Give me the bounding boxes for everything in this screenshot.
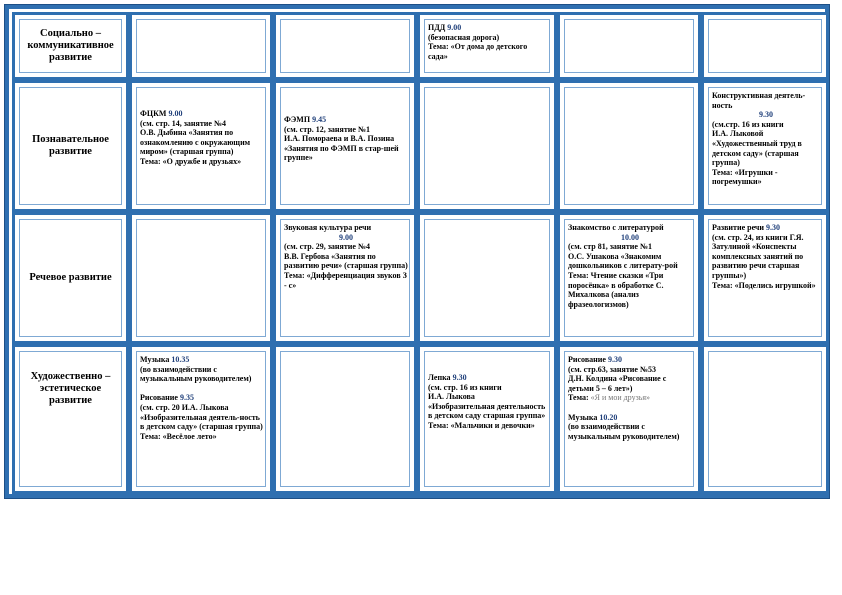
cell-art-4 (557, 344, 701, 494)
activity-time: 9.45 (312, 115, 327, 124)
schedule-table (4, 4, 830, 499)
cell-cognitive-3 (417, 80, 557, 212)
cell-social-5 (701, 12, 829, 80)
cell-social-4 (557, 12, 701, 80)
activity-details: (безопасная дорога) Тема: «От дома до детского сада» (428, 32, 528, 61)
cell-cognitive-4 (557, 80, 701, 212)
activity-name: Звуковая культура речи (284, 223, 372, 232)
activity-name: ФЭМП (284, 115, 311, 124)
row-header-speech: Речевое развитие (12, 212, 129, 344)
cell-cognitive-1 (129, 80, 273, 212)
activity-name: Рисование (140, 393, 178, 403)
activity-time: 9.30 (766, 223, 781, 232)
activity-time: 9.35 (179, 393, 194, 403)
cell-cognitive-5 (701, 80, 829, 212)
topic-value: «Я и мои друзья» (590, 393, 651, 403)
cell-social-3 (417, 12, 557, 80)
activity-time: 9.00 (447, 23, 462, 32)
cell-art-5 (701, 344, 829, 494)
activity-name: Музыка (140, 355, 170, 364)
cell-social-1 (129, 12, 273, 80)
activity-time: 10.35 (171, 355, 190, 364)
activity-time: 9.30 (452, 373, 467, 382)
cell-speech-1 (129, 212, 273, 344)
activity-name: ПДД (428, 23, 446, 32)
activity-time: 9.00 (168, 109, 183, 118)
cell-art-2 (273, 344, 417, 494)
activity-details: (см. стр. 20 И.А. Лыкова «Изобразительная деятель-ность в детском саду» (старшая группа) Тема: «Весёлое лето» (140, 402, 263, 441)
activity-details: (см. стр. 24, из книги Г.Я. Затулиной «Конспекты комплексных занятий по развитию речи старшая группы») Тема: «Поделись игрушкой» (712, 232, 816, 290)
cell-art-1 (129, 344, 273, 494)
table-body (9, 9, 825, 494)
activity-time: 9.30 (607, 355, 622, 364)
activity-details: (см. стр. 16 из книги И.А. Лыкова «Изобразительная деятельность в детском саду старшая группа» Тема: «Мальчики и девочки» (428, 382, 546, 430)
activity-time: 9.30 (759, 110, 773, 120)
activity-name: Рисование (568, 355, 606, 364)
cell-speech-5 (701, 212, 829, 344)
activity-name: Знакомство с литературой (568, 223, 664, 232)
row-header-cognitive: Познавательное развитие (12, 80, 129, 212)
cell-cognitive-2 (273, 80, 417, 212)
cell-art-3 (417, 344, 557, 494)
activity-details: (во взаимодействии с музыкальным руководителем) (568, 422, 680, 441)
activity-details: (во взаимодействии с музыкальным руководителем) (140, 364, 252, 384)
activity-name: ФЦКМ (140, 109, 167, 118)
activity-details: (см.стр. 16 из книги И.А. Лыковой «Художественный труд в детском саду» (старшая группа) Тема: «Игрушки - погремушки» (712, 119, 802, 187)
activity-time: 10.20 (599, 412, 618, 422)
activity-details: (см. стр. 12, занятие №1 И.А. Помораева и В.А. Позина «Занятия по ФЭМП в стар-шей группе» (284, 124, 399, 163)
topic-label: Тема: (568, 393, 589, 403)
cell-social-2 (273, 12, 417, 80)
row-header-social: Социально – коммуникативное развитие (12, 12, 129, 80)
activity-details: (см. стр.63, занятие №53 Д.Н. Колдина «Рисование с детьми 5 – 6 лет») (568, 364, 667, 393)
activity-time: 9.00 (339, 232, 353, 242)
cell-speech-3 (417, 212, 557, 344)
activity-name: Развитие речи (712, 223, 765, 232)
activity-details: (см. стр 81, занятие №1 О.С. Ушакова «Знакомим дошкольников с литерату-рой Тема: Чтение сказки «Три поросёнка» в обработке С. Михалкова (анализ фразеологизмов) (568, 242, 678, 309)
activity-details: (см. стр. 14, занятие №4 О.В. Дыбина «Занятия по ознакомлению с окружающим миром» (старшая группа) Тема: «О дружбе и друзьях» (140, 118, 251, 166)
activity-name: Конструктивная деятель-ность (712, 91, 806, 110)
activity-details: (см. стр. 29, занятие №4 В.В. Гербова «Занятия по развитию речи» (старшая группа) Тема: «Дифференциация звуков З - с» (284, 242, 408, 290)
activity-name: Лепка (428, 373, 451, 382)
activity-name: Музыка (568, 412, 598, 422)
cell-speech-4 (557, 212, 701, 344)
row-header-art: Художественно – эстетическое развитие (12, 344, 129, 494)
activity-time: 10.00 (621, 232, 639, 242)
cell-speech-2 (273, 212, 417, 344)
